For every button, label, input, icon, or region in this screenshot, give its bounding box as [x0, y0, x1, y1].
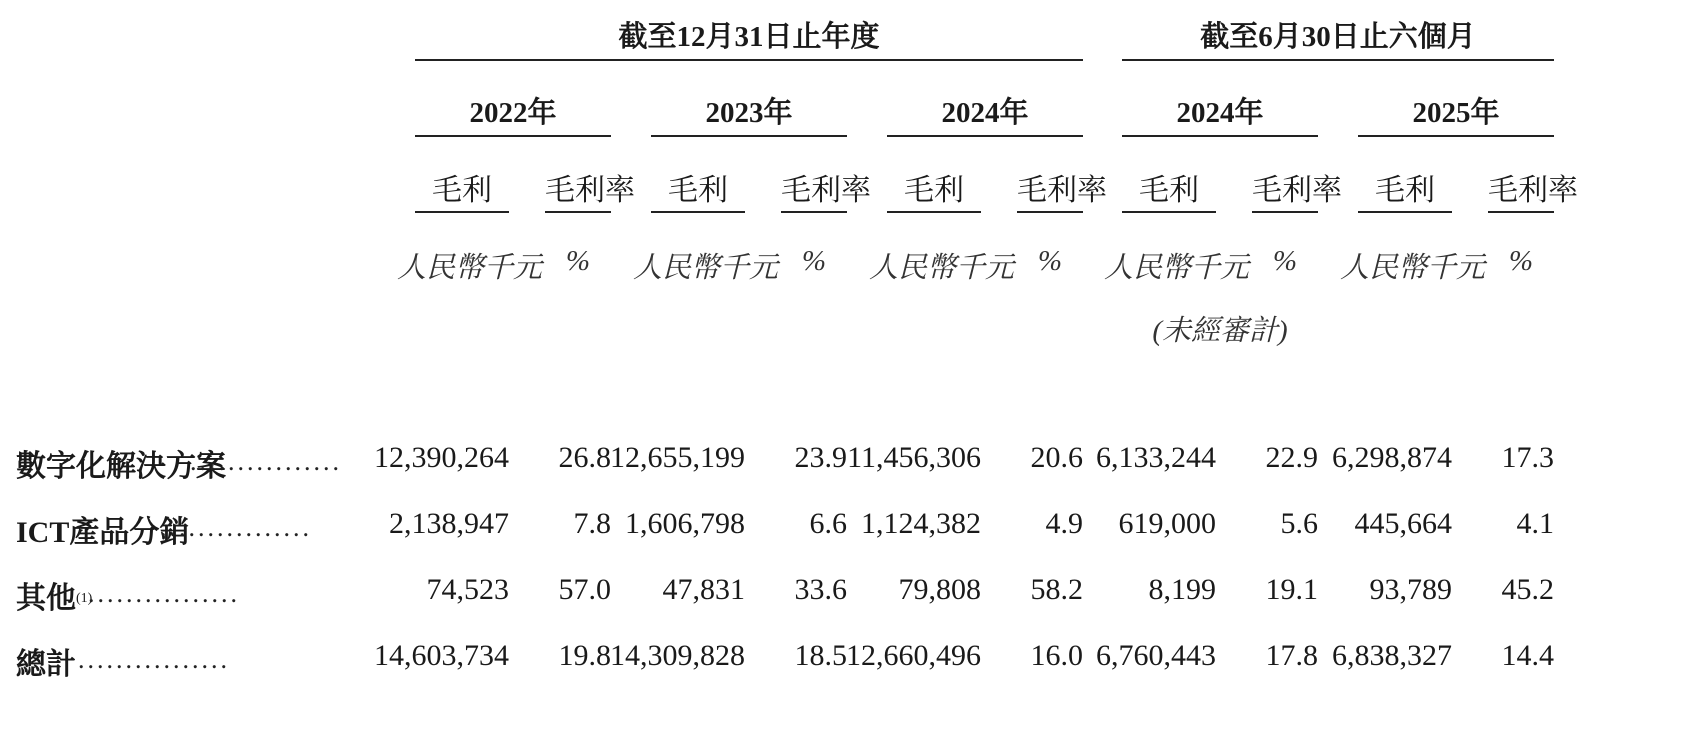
cell-gp-2022: 14,603,734 [374, 639, 509, 672]
col-gross-margin-2022: 毛利率 [545, 174, 635, 207]
col-gross-profit-2024-interim: 毛利 [1139, 174, 1199, 207]
year-rule-2022 [415, 135, 611, 137]
cell-gm-2023: 33.6 [794, 573, 847, 606]
col-gross-profit-2024: 毛利 [904, 174, 964, 207]
cell-gp-2023: 12,655,199 [610, 441, 745, 474]
col-gross-profit-2023: 毛利 [668, 174, 728, 207]
col-rule-gp-2025 [1358, 211, 1452, 213]
unit-percent-2025: % [1508, 245, 1534, 277]
dot-leader: ................ [160, 513, 312, 542]
cell-gp-2024: 79,808 [898, 573, 981, 606]
cell-gm-2024-interim: 22.9 [1265, 441, 1318, 474]
cell-gp-2025: 6,298,874 [1332, 441, 1452, 474]
dot-leader: ................ [78, 645, 230, 674]
unit-amount-2024-interim: 人民幣千元 [1104, 252, 1250, 284]
cell-gp-2024-interim: 619,000 [1118, 507, 1216, 540]
col-gross-margin-2025: 毛利率 [1488, 174, 1578, 207]
col-rule-gm-2024-interim [1252, 211, 1318, 213]
cell-gm-2024-interim: 17.8 [1265, 639, 1318, 672]
col-gross-margin-2024: 毛利率 [1017, 174, 1107, 207]
unit-amount-2025: 人民幣千元 [1340, 252, 1486, 284]
year-header-2023: 2023年 [705, 97, 793, 129]
cell-gm-2024: 20.6 [1030, 441, 1083, 474]
cell-gp-2022: 2,138,947 [389, 507, 509, 540]
unit-amount-2023: 人民幣千元 [633, 252, 779, 284]
cell-gp-2024-interim: 6,760,443 [1096, 639, 1216, 672]
col-gross-profit-2025: 毛利 [1375, 174, 1435, 207]
period-rule-annual [415, 59, 1083, 61]
row-label-total [16, 639, 76, 683]
cell-gm-2025: 45.2 [1501, 573, 1554, 606]
cell-gp-2024: 11,456,306 [847, 441, 981, 474]
cell-gp-2022: 74,523 [426, 573, 509, 606]
row-label-others [16, 573, 92, 617]
cell-gp-2024-interim: 6,133,244 [1096, 441, 1216, 474]
cell-gp-2024: 1,124,382 [861, 507, 981, 540]
col-rule-gp-2024-interim [1122, 211, 1216, 213]
col-rule-gm-2024 [1017, 211, 1083, 213]
year-rule-2023 [651, 135, 847, 137]
unaudited-note: (未經審計) [1152, 315, 1288, 347]
cell-gp-2025: 445,664 [1354, 507, 1452, 540]
period-header-annual: 截至12月31日止年度 [618, 21, 880, 53]
col-gross-profit-2022: 毛利 [432, 174, 492, 207]
unit-percent-2023: % [801, 245, 827, 277]
cell-gm-2023: 18.5 [794, 639, 847, 672]
year-header-2024: 2024年 [941, 97, 1029, 129]
year-rule-2025 [1358, 135, 1554, 137]
period-rule-interim [1122, 59, 1554, 61]
cell-gm-2023: 6.6 [809, 507, 847, 540]
unit-amount-2022: 人民幣千元 [397, 252, 543, 284]
col-rule-gm-2025 [1488, 211, 1554, 213]
period-header-interim: 截至6月30日止六個月 [1200, 21, 1476, 53]
col-gross-margin-2024-interim: 毛利率 [1252, 174, 1342, 207]
cell-gm-2022: 26.8 [558, 441, 611, 474]
cell-gm-2025: 17.3 [1501, 441, 1554, 474]
cell-gm-2025: 14.4 [1501, 639, 1554, 672]
footnote-marker: (1) [76, 591, 93, 606]
year-header-2025: 2025年 [1412, 97, 1500, 129]
year-header-2024-interim: 2024年 [1176, 97, 1264, 129]
col-rule-gp-2023 [651, 211, 745, 213]
cell-gm-2022: 57.0 [558, 573, 611, 606]
col-gross-margin-2023: 毛利率 [781, 174, 871, 207]
cell-gp-2022: 12,390,264 [374, 441, 509, 474]
col-rule-gp-2024 [887, 211, 981, 213]
year-header-2022: 2022年 [469, 97, 557, 129]
cell-gp-2023: 47,831 [662, 573, 745, 606]
cell-gm-2023: 23.9 [794, 441, 847, 474]
cell-gm-2024: 16.0 [1030, 639, 1083, 672]
cell-gm-2024-interim: 19.1 [1265, 573, 1318, 606]
col-rule-gp-2022 [415, 211, 509, 213]
cell-gm-2024: 4.9 [1045, 507, 1083, 540]
cell-gp-2025: 6,838,327 [1332, 639, 1452, 672]
cell-gp-2023: 14,309,828 [610, 639, 745, 672]
cell-gm-2022: 7.8 [573, 507, 611, 540]
unit-amount-2024: 人民幣千元 [869, 252, 1015, 284]
row-label-text: 總計 [16, 648, 76, 681]
cell-gp-2025: 93,789 [1369, 573, 1452, 606]
row-label-text: 數字化解決方案 [16, 450, 226, 483]
dot-leader: ................ [190, 447, 342, 476]
row-label-text: ICT產品分銷 [16, 516, 190, 549]
year-rule-2024-interim [1122, 135, 1318, 137]
unit-percent-2024: % [1037, 245, 1063, 277]
cell-gp-2023: 1,606,798 [625, 507, 745, 540]
col-rule-gm-2022 [545, 211, 611, 213]
cell-gm-2022: 19.8 [558, 639, 611, 672]
year-rule-2024 [887, 135, 1083, 137]
cell-gp-2024: 12,660,496 [846, 639, 981, 672]
cell-gm-2024: 58.2 [1030, 573, 1083, 606]
cell-gm-2025: 4.1 [1516, 507, 1554, 540]
unit-percent-2022: % [565, 245, 591, 277]
row-label-text: 其他 [16, 582, 76, 615]
cell-gp-2024-interim: 8,199 [1148, 573, 1216, 606]
dot-leader: ................ [88, 579, 240, 608]
col-rule-gm-2023 [781, 211, 847, 213]
cell-gm-2024-interim: 5.6 [1280, 507, 1318, 540]
unit-percent-2024-interim: % [1272, 245, 1298, 277]
